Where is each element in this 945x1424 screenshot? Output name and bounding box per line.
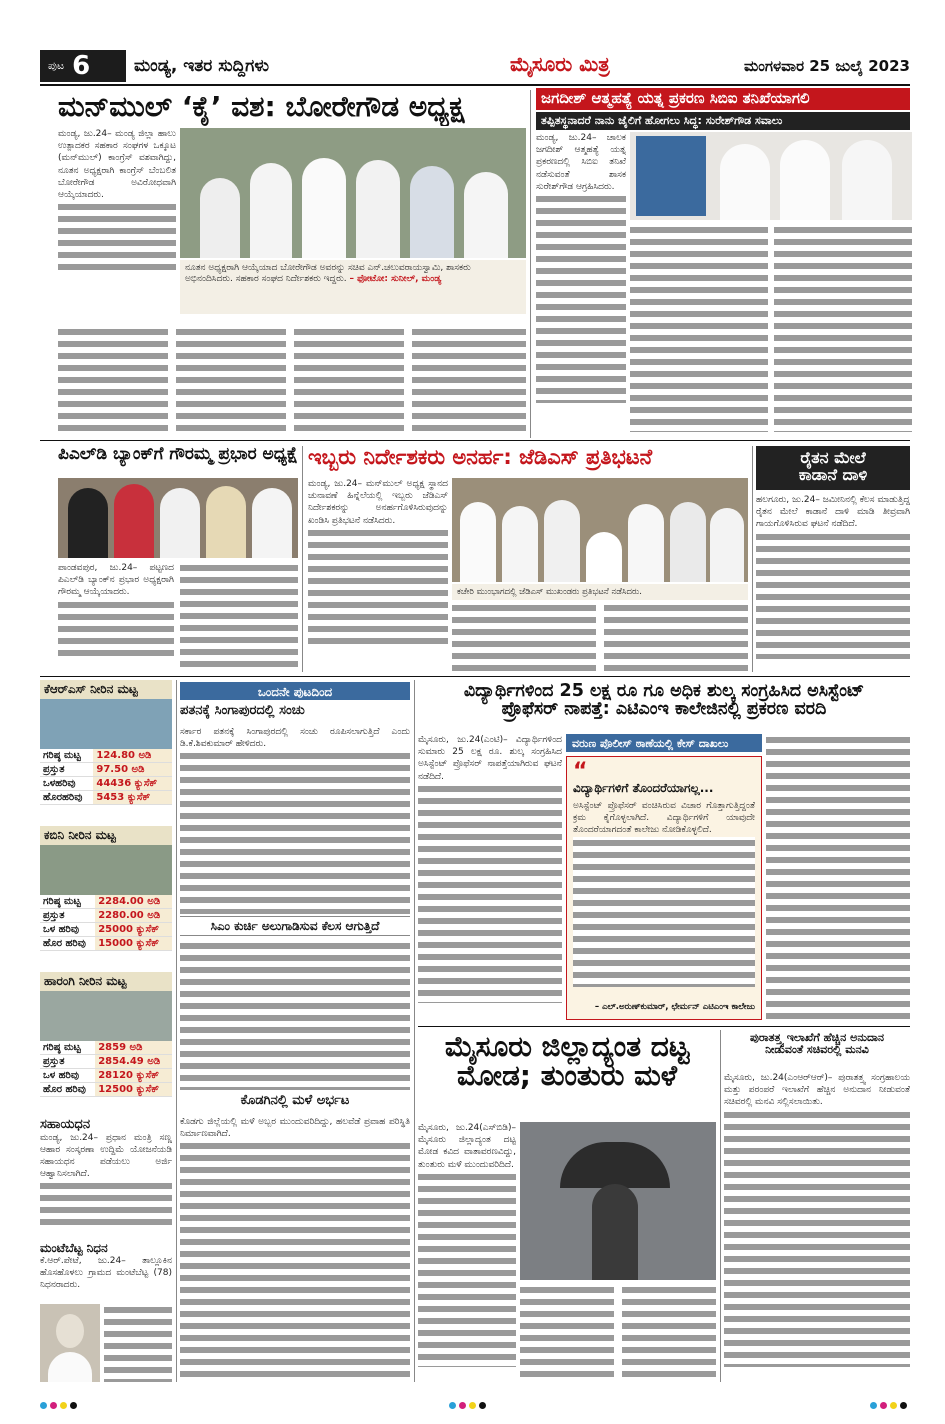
story8-headline-line1: ಪುರಾತತ್ತ್ವ ಇಲಾಖೆಗೆ ಹೆಚ್ಚಿನ ಅನುದಾನ [749, 1032, 885, 1044]
story2-body-columns [630, 224, 912, 432]
table-row: ಹೊರ ಹರಿವು 12500 ಕ್ಯುಸೆಕ್ [40, 1083, 172, 1097]
story7-lead [418, 1122, 516, 1382]
dam-table [40, 749, 172, 805]
dam-box-harangi [40, 972, 172, 1112]
story6-lead-text: ಮೈಸೂರು, ಜು.24(ಎಂಟಿ)– ವಿದ್ಯಾರ್ಥಿಗಳಿಂದ ಸುಮಾರು 25 ಲಕ್ಷ ರೂ. ಶುಲ್ಕ ಸಂಗ್ರಹಿಸಿದ ಅಸಿಸ್ಟೆಂಟ್ ಪ್ರೊಫೆಸರ್ ನಾಪತ್ತೆಯಾಗಿರುವ ಘಟನೆ ನಡೆದಿದೆ. [418, 735, 562, 782]
story6-headline-line2: ಪ್ರೊಫೆಸರ್ ನಾಪತ್ತೆ: ಎಟಿಎಂಇ ಕಾಲೇಜಿನಲ್ಲಿ ಪ್ರಕರಣ ವರದಿ [501, 699, 827, 720]
sahayadhana-box [40, 1118, 172, 1238]
story5-headline [756, 446, 910, 490]
story6-quote-box [566, 756, 762, 1020]
story3-photo [58, 478, 298, 558]
obituary-lead: ಕೆ.ಆರ್.ಪೇಟೆ, ಜು.24– ತಾಲ್ಲೂಕಿನ ಹೊಸಹೊಳಲು ಗ್ರಾಮದ ಮಂಟೆಬೆಟ್ಟ (78) ನಿಧನರಾದರು. [40, 1255, 172, 1290]
story6-quote-title: ವಿದ್ಯಾರ್ಥಿಗಳಿಗೆ ತೊಂದರೆಯಾಗಲ್ಲ... [573, 781, 714, 795]
story1-caption [180, 260, 526, 314]
story2-headline: ಜಗದೀಶ್ ಆತ್ಮಹತ್ಯೆ ಯತ್ನ ಪ್ರಕರಣ ಸಿಬಿಐ ತನಿಖೆಯಾಗಲಿ [536, 88, 910, 110]
left-column [40, 680, 172, 1300]
table-row: ಗರಿಷ್ಠ ಮಟ್ಟ 124.80 ಅಡಿ [40, 749, 172, 763]
page-number-badge [40, 50, 126, 82]
story7-headline-line2: ಮೋಡ; ತುಂತುರು ಮಳೆ [456, 1059, 678, 1093]
story5-lead [756, 494, 910, 672]
story2-lead-text: ಮಂಡ್ಯ, ಜು.24– ಚಾಲಕ ಜಗದೀಶ್ ಆತ್ಮಹತ್ಯೆ ಯತ್ನ ಪ್ರಕರಣದಲ್ಲಿ ಸಿಬಿಐ ತನಿಖೆ ನಡೆಸುವಂತೆ ಶಾಸಕ ಸುರೇಶ್‌ಗೌಡ ಆಗ್ರಹಿಸಿದರು. [536, 133, 626, 192]
story1-body-lines [58, 201, 176, 271]
story5-lead-text: ಹಲಗೂರು, ಜು.24– ಜಮೀನಿನಲ್ಲಿ ಕೆಲಸ ಮಾಡುತ್ತಿದ್ದ ರೈತನ ಮೇಲೆ ಕಾಡಾನೆ ದಾಳಿ ಮಾಡಿ ತೀವ್ರವಾಗಿ ಗಾಯಗೊಳಿಸಿರುವ ಘಟನೆ ನಡೆದಿದೆ. [756, 495, 910, 530]
sahayadhana-lead: ಮಂಡ್ಯ, ಜು.24– ಪ್ರಧಾನ ಮಂತ್ರಿ ಸಣ್ಣ ಆಹಾರ ಸಂಸ್ಕರಣಾ ಉದ್ದಿಮೆ ಯೋಜನೆಯಡಿ ಸಹಾಯಧನ ಪಡೆಯಲು ಅರ್ಜಿ ಆಹ್ವಾನಿಸಲಾಗಿದೆ. [40, 1132, 172, 1180]
dam-title: ಕೆಆರ್‌ಎಸ್ ನೀರಿನ ಮಟ್ಟ [40, 680, 172, 699]
story4-lead-text: ಮಂಡ್ಯ, ಜು.24– ಮನ್‌ಮುಲ್ ಅಧ್ಯಕ್ಷ ಸ್ಥಾನದ ಚುನಾವಣೆ ಹಿನ್ನೆಲೆಯಲ್ಲಿ ಇಬ್ಬರು ಜೆಡಿಎಸ್ ನಿರ್ದೇಶಕರನ್ನು ಅನರ್ಹಗೊಳಿಸಿರುವುದನ್ನು ಖಂಡಿಸಿ ಪ್ರತಿಭಟನೆ ನಡೆಸಿದರು. [308, 479, 448, 526]
dam-photo [40, 699, 172, 749]
masthead-rule [40, 84, 910, 86]
story6-lead [418, 734, 562, 1020]
story1-caption-credit: – ಫೋಟೋ: ಸುನೀಲ್, ಮಂಡ್ಯ [349, 274, 442, 284]
story2-photo [630, 132, 912, 220]
sahayadhana-title: ಸಹಾಯಧನ [40, 1118, 91, 1132]
story7-headline [418, 1032, 716, 1118]
story8-lead-text: ಮೈಸೂರು, ಜು.24(ಎಂಆರ್‌ಆರ್)– ಪುರಾತತ್ತ್ವ ಸಂಗ್ರಹಾಲಯ ಮತ್ತು ಪರಂಪರೆ ಇಲಾಖೆಗೆ ಹೆಚ್ಚಿನ ಅನುದಾನ ನೀಡುವಂತೆ ಸಚಿವರಲ್ಲಿ ಮನವಿ ಸಲ್ಲಿಸಲಾಯಿತು. [724, 1073, 910, 1108]
table-row: ಒಳಹರಿವು 44436 ಕ್ಯುಸೆಕ್ [40, 777, 172, 791]
table-row: ಗರಿಷ್ಠ ಮಟ್ಟ 2284.00 ಅಡಿ [40, 895, 172, 909]
dam-box-kabini [40, 826, 172, 966]
story6-quote-body: ಅಸಿಸ್ಟೆಂಟ್ ಪ್ರೊಫೆಸರ್ ವಂಚಿಸಿರುವ ವಿಚಾರ ಗೊತ್ತಾಗುತ್ತಿದ್ದಂತೆ ಕ್ರಮ ಕೈಗೊಳ್ಳಲಾಗಿದೆ. ವಿದ್ಯಾರ್ಥಿಗಳಿಗೆ ಯಾವುದೇ ತೊಂದರೆಯಾಗದಂತೆ ಕಾಲೇಜು ನೋಡಿಕೊಳ್ಳಲಿದೆ. [573, 801, 755, 836]
story3-headline: ಪಿಎಲ್‌ಡಿ ಬ್ಯಾಂಕ್‌ಗೆ ಗೌರಮ್ಮ ಪ್ರಭಾರ ಅಧ್ಯಕ್ಷೆ [58, 446, 298, 464]
table-row: ಪ್ರಸ್ತುತ 2280.00 ಅಡಿ [40, 909, 172, 923]
story8-lead [724, 1072, 910, 1382]
story4-lead [308, 478, 448, 672]
story3-lead [58, 562, 174, 672]
story7-body-columns [520, 1284, 716, 1382]
ondane-item1-title: ಪತನಕ್ಕೆ ಸಿಂಗಾಪುರದಲ್ಲಿ ಸಂಚು [180, 704, 305, 718]
story1-body-columns [58, 326, 526, 434]
story7-headline-line1: ಮೈಸೂರು ಜಿಲ್ಲಾದ್ಯಂತ ದಟ್ಟ [444, 1032, 690, 1063]
table-row: ಹೊರಹರಿವು 5453 ಕ್ಯುಸೆಕ್ [40, 791, 172, 805]
section-title: ಮಂಡ್ಯ, ಇತರ ಸುದ್ದಿಗಳು [134, 56, 270, 76]
obituary-title: ಮಂಟೆಬೆಟ್ಟ ನಿಧನ [40, 1242, 108, 1255]
story5-headline-line1: ರೈತನ ಮೇಲೆ [800, 448, 866, 467]
story6-subhead: ವರುಣ ಪೊಲೀಸ್ ಠಾಣೆಯಲ್ಲಿ ಕೇಸ್ ದಾಖಲು [566, 734, 762, 752]
story6-quote-credit: – ಎಲ್.ಅರುಣ್‌ಕುಮಾರ್, ಛೇರ್ಮನ್ ಎಟಿಎಂಇ ಕಾಲೇಜು [594, 1002, 755, 1012]
masthead [40, 50, 910, 82]
page-word: ಪುಟ [48, 59, 65, 72]
ondane-item2-title: ಸಿಎಂ ಕುರ್ಚಿ ಅಲುಗಾಡಿಸುವ ಕೆಲಸ ಆಗುತ್ತಿದೆ [180, 916, 410, 936]
table-row: ಒಳ ಹರಿವು 25000 ಕ್ಯುಸೆಕ್ [40, 923, 172, 937]
obituary-photo [40, 1304, 100, 1382]
obituary-box [40, 1242, 172, 1300]
story6-headline [418, 682, 910, 730]
table-row: ಹೊರ ಹರಿವು 15000 ಕ್ಯುಸೆಕ್ [40, 937, 172, 951]
story7-lead-text: ಮೈಸೂರು, ಜು.24(ಎಸ್‌ಬಿಡಿ)– ಮೈಸೂರು ಜಿಲ್ಲಾದ್ಯಂತ ದಟ್ಟ ಮೋಡ ಕವಿದ ವಾತಾವರಣವಿದ್ದು, ತುಂತುರು ಮಳೆ ಮುಂದುವರಿದಿದೆ. [418, 1123, 516, 1170]
table-row: ಪ್ರಸ್ತುತ 97.50 ಅಡಿ [40, 763, 172, 777]
story1-lead [58, 128, 176, 324]
dam-photo [40, 845, 172, 895]
quote-mark-icon: “ [573, 759, 588, 784]
dam-photo [40, 991, 172, 1041]
table-row: ಒಳ ಹರಿವು 28120 ಕ್ಯುಸೆಕ್ [40, 1069, 172, 1083]
story1-headline: ಮನ್‌ಮುಲ್ ‘ಕೈ’ ವಶ: ಬೋರೇಗೌಡ ಅಧ್ಯಕ್ಷ [58, 92, 465, 123]
story6-headline-line1: ವಿದ್ಯಾರ್ಥಿಗಳಿಂದ 25 ಲಕ್ಷ ರೂ ಗೂ ಅಧಿಕ ಶುಲ್ಕ ಸಂಗ್ರಹಿಸಿದ ಅಸಿಸ್ಟೆಂಟ್ [463, 682, 865, 701]
story5-headline-line2: ಕಾಡಾನೆ ದಾಳಿ [798, 464, 868, 484]
story8-headline [724, 1032, 910, 1068]
newspaper-logo: ಮೈಸೂರು ಮಿತ್ರ [510, 52, 610, 76]
story8-headline-line2: ನೀಡುವಂತೆ ಸಚಿವರಲ್ಲಿ ಮನವಿ [765, 1042, 869, 1056]
story1-lead-text: ಮಂಡ್ಯ, ಜು.24– ಮಂಡ್ಯ ಜಿಲ್ಲಾ ಹಾಲು ಉತ್ಪಾದಕರ ಸಹಕಾರ ಸಂಘಗಳ ಒಕ್ಕೂಟ (ಮನ್‌ಮುಲ್) ಕಾಂಗ್ರೆಸ್ ವಶವಾಗಿದ್ದು, ನೂತನ ಅಧ್ಯಕ್ಷರಾಗಿ ಕಾಂಗ್ರೆಸ್ ಬೆಂಬಲಿತ ಬೋರೇಗೌಡ ಅವಿರೋಧವಾಗಿ ಆಯ್ಕೆಯಾದರು. [58, 129, 176, 201]
dam-table [40, 895, 172, 951]
story1-caption-text: ನೂತನ ಅಧ್ಯಕ್ಷರಾಗಿ ಆಯ್ಕೆಯಾದ ಬೋರೇಗೌಡ ಅವರನ್ನು ಸಚಿವ ಎನ್.ಚಲುವರಾಯಸ್ವಾಮಿ, ಶಾಸಕರು ಅಭಿನಂದಿಸಿದರು. ಸಹಕಾರ ಸಂಘದ ನಿರ್ದೇಶಕರು ಇದ್ದರು. [185, 263, 471, 284]
table-row: ಗರಿಷ್ಠ ಮಟ್ಟ 2859 ಅಡಿ [40, 1041, 172, 1055]
dam-title: ಹಾರಂಗಿ ನೀರಿನ ಮಟ್ಟ [40, 972, 172, 991]
ondane-item3-lead: ಕೊಡಗು ಜಿಲ್ಲೆಯಲ್ಲಿ ಮಳೆ ಅಬ್ಬರ ಮುಂದುವರಿದಿದ್ದು, ಹಲವೆಡೆ ಪ್ರವಾಹ ಪರಿಸ್ಥಿತಿ ನಿರ್ಮಾಣವಾಗಿದೆ. [180, 1117, 410, 1140]
page-number: 6 [72, 51, 91, 81]
dam-title: ಕಬಿನಿ ನೀರಿನ ಮಟ್ಟ [40, 826, 172, 845]
ondane-item1-lead: ಸರ್ಕಾರ ಪತನಕ್ಕೆ ಸಿಂಗಾಪುರದಲ್ಲಿ ಸಂಚು ರೂಪಿಸಲಾಗುತ್ತಿದೆ ಎಂದು ಡಿ.ಕೆ.ಶಿವಕುಮಾರ್ ಹೇಳಿದರು. [180, 727, 410, 750]
dam-box-krs [40, 680, 172, 820]
story2-lead [536, 132, 626, 432]
story4-headline: ಇಬ್ಬರು ನಿರ್ದೇಶಕರು ಅನರ್ಹ: ಜೆಡಿಎಸ್ ಪ್ರತಿಭಟನೆ [308, 446, 653, 469]
ondane-item3-title: ಕೊಡಗಿನಲ್ಲಿ ಮಳೆ ಅರ್ಭಟ [240, 1094, 350, 1108]
continued-from-page-one: ಒಂದನೇ ಪುಟದಿಂದ [180, 682, 410, 700]
story2-subhead: ತಪ್ಪಿತಸ್ಥನಾದರೆ ನಾನು ಜೈಲಿಗೆ ಹೋಗಲು ಸಿದ್ಧ: ಸುರೇಶ್‌ಗೌಡ ಸವಾಲು [536, 112, 910, 130]
story4-body-columns [452, 602, 748, 672]
story7-photo [520, 1122, 716, 1280]
issue-date: ಮಂಗಳವಾರ 25 ಜುಲೈ 2023 [743, 57, 910, 75]
ondane-item3-body [180, 1116, 410, 1382]
story3-lead-text: ಪಾಂಡವಪುರ, ಜು.24– ಪಟ್ಟಣದ ಪಿಎಲ್‌ಡಿ ಬ್ಯಾಂಕ್‌ನ ಪ್ರಭಾರ ಅಧ್ಯಕ್ಷರಾಗಿ ಗೌರಮ್ಮ ಆಯ್ಕೆಯಾದರು. [58, 563, 174, 598]
story4-caption: ಕಚೇರಿ ಮುಂಭಾಗದಲ್ಲಿ ಜೆಡಿಎಸ್ ಮುಖಂಡರು ಪ್ರತಿಭಟನೆ ನಡೆಸಿದರು. [452, 584, 748, 600]
ondane-item1-body [180, 726, 410, 914]
story1-photo [180, 128, 526, 258]
dam-table [40, 1041, 172, 1097]
story4-photo [452, 478, 748, 582]
table-row: ಪ್ರಸ್ತುತ 2854.49 ಅಡಿ [40, 1055, 172, 1069]
